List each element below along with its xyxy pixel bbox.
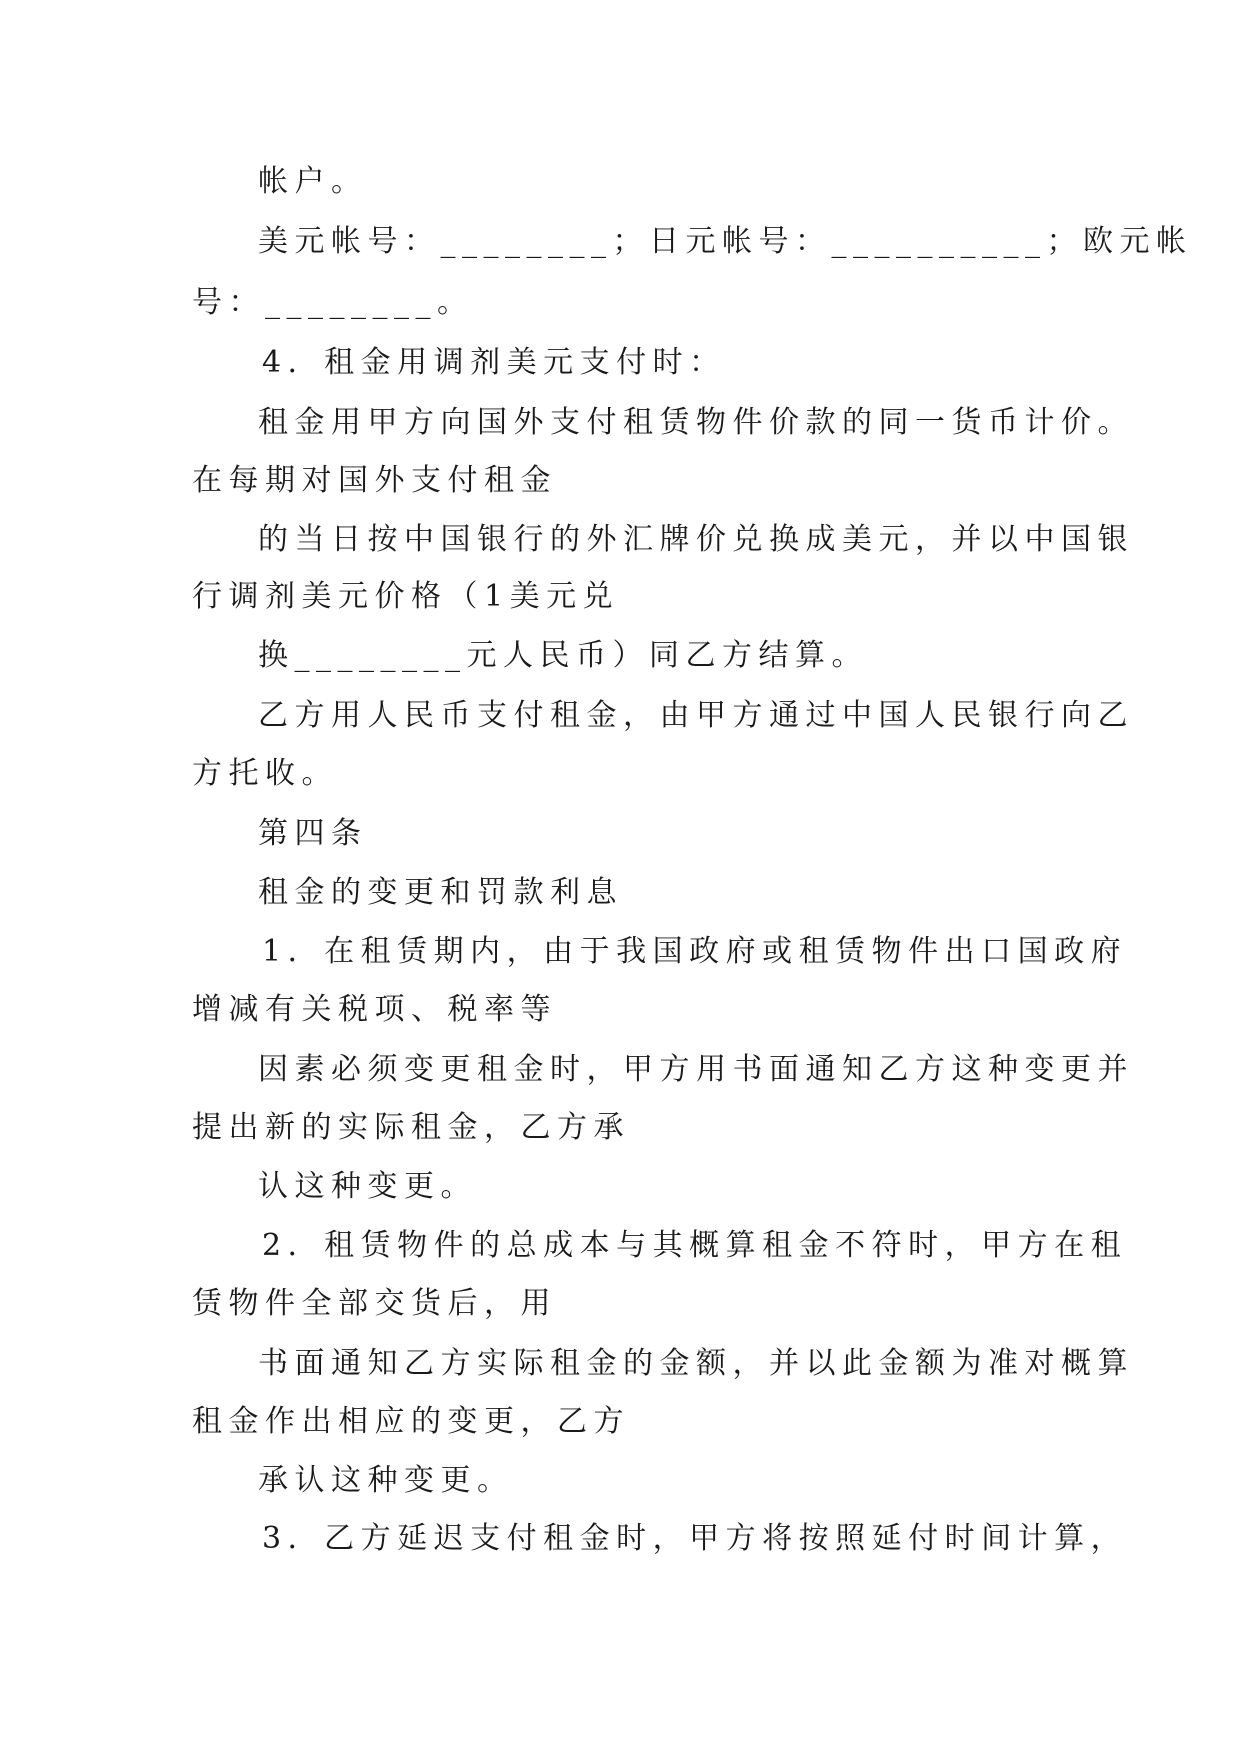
text-line: 承认这种变更。: [258, 1463, 514, 1498]
text-line: 的当日按中国银行的外汇牌价兑换成美元，并以中国银: [258, 522, 1134, 557]
text-line: 提出新的实际租金，乙方承: [192, 1110, 630, 1145]
text-line: 号：________。: [192, 285, 474, 320]
text-line: 租金用甲方向国外支付租赁物件价款的同一货币计价。: [258, 405, 1134, 440]
text-line: 方托收。: [192, 756, 338, 791]
text-line: 因素必须变更租金时，甲方用书面通知乙方这种变更并: [258, 1052, 1134, 1087]
text-line: 3．乙方延迟支付租金时，甲方将按照延付时间计算，: [262, 1521, 1128, 1556]
text-line: 在每期对国外支付租金: [192, 463, 557, 498]
text-line: 帐户。: [258, 164, 368, 199]
article-heading: 第四条: [258, 816, 368, 851]
text-line: 美元帐号：________；日元帐号：__________；欧元帐: [258, 224, 1193, 259]
text-line: 行调剂美元价格（1美元兑: [192, 579, 620, 614]
text-line: 增减有关税项、税率等: [192, 992, 557, 1027]
text-line: 赁物件全部交货后，用: [192, 1286, 557, 1321]
text-line: 租金作出相应的变更，乙方: [192, 1404, 630, 1439]
text-line: 4．租金用调剂美元支付时：: [262, 345, 726, 380]
text-line: 书面通知乙方实际租金的金额，并以此金额为准对概算: [258, 1346, 1134, 1381]
text-line: 2．租赁物件的总成本与其概算租金不符时，甲方在租: [262, 1228, 1128, 1263]
text-line: 换________元人民币）同乙方结算。: [258, 638, 868, 673]
text-line: 乙方用人民币支付租金，由甲方通过中国人民银行向乙: [258, 698, 1134, 733]
article-title: 租金的变更和罚款利息: [258, 875, 623, 910]
text-line: 1．在租赁期内，由于我国政府或租赁物件出口国政府: [262, 934, 1128, 969]
text-line: 认这种变更。: [258, 1169, 477, 1204]
